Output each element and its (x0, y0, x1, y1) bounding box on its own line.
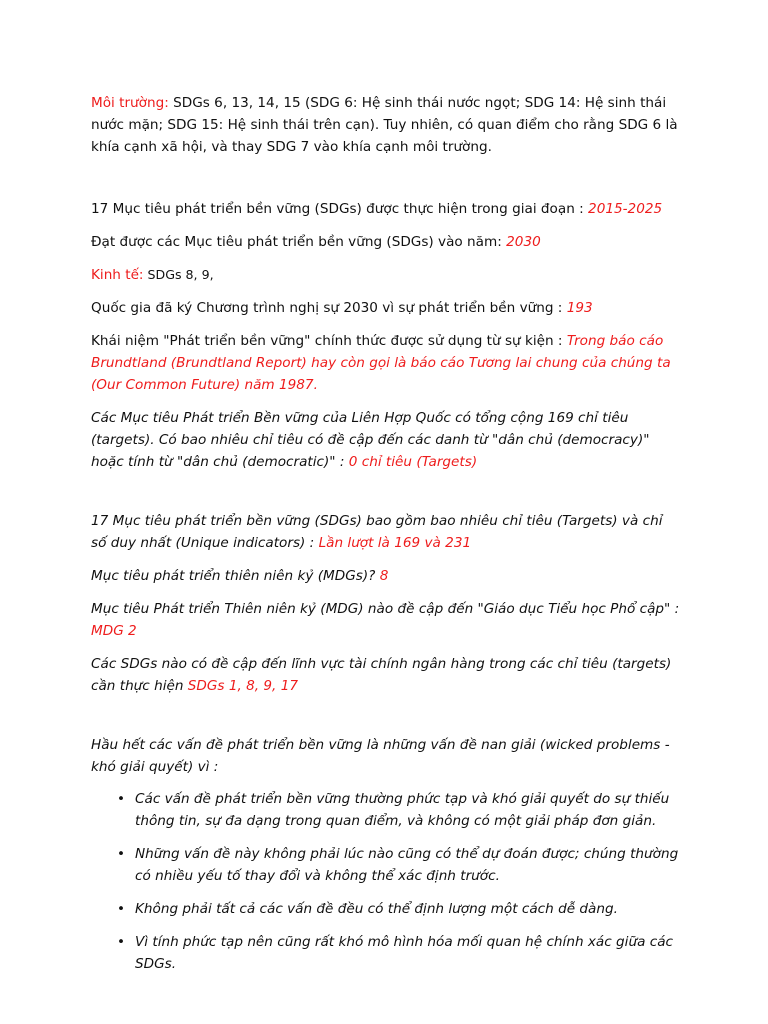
question-text: Các Mục tiêu Phát triển Bền vững của Liên Hợp Quốc có tổng cộng 169 chỉ tiêu (targets). Có bao nhiêu chỉ tiêu có đề cập đến các danh từ "dân chủ (democracy)" hoặc tính từ "dân chủ (democratic)" : (91, 410, 650, 470)
bullet-icon: • (117, 934, 126, 950)
list-item (117, 931, 681, 975)
paragraph-target-year (91, 231, 681, 253)
question-text: Mục tiêu Phát triển Thiên niên kỷ (MDG) nào đề cập đến "Giáo dục Tiểu học Phổ cập" : (91, 601, 680, 617)
paragraph-wicked-problems (91, 734, 681, 778)
question-text: Đạt được các Mục tiêu phát triển bền vững (SDGs) vào năm: (91, 234, 507, 250)
paragraph-implementation-period (91, 198, 681, 220)
paragraph-economy (91, 264, 681, 286)
question-text: 17 Mục tiêu phát triển bền vững (SDGs) được thực hiện trong giai đoạn : (91, 201, 589, 217)
answer-text: Lần lượt là 169 và 231 (318, 535, 472, 551)
label-environment: Môi trường: (91, 95, 169, 111)
paragraph-finance-sdgs (91, 653, 681, 697)
economy-text: SDGs 8, 9, (143, 267, 214, 282)
list-item-text: Vì tính phức tạp nên cũng rất khó mô hình hóa mối quan hệ chính xác giữa các SDGs. (135, 934, 674, 972)
document-page (91, 92, 681, 986)
question-text: Các SDGs nào có đề cập đến lĩnh vực tài chính ngân hàng trong các chỉ tiêu (targets) cần thực hiện (91, 656, 672, 694)
answer-text: 0 chỉ tiêu (Targets) (348, 454, 478, 470)
list-item (117, 788, 681, 832)
bullet-icon: • (117, 791, 126, 807)
list-item (117, 898, 681, 920)
paragraph-countries-signed (91, 297, 681, 319)
question-text: Hầu hết các vấn đề phát triển bền vững là những vấn đề nan giải (wicked problems - khó giải quyết) vì : (91, 737, 670, 775)
question-text: Khái niệm "Phát triển bền vững" chính thức được sử dụng từ sự kiện : (91, 333, 567, 349)
question-text: 17 Mục tiêu phát triển bền vững (SDGs) bao gồm bao nhiêu chỉ tiêu (Targets) và chỉ số duy nhất (Unique indicators) : (91, 513, 663, 551)
paragraph-mdgs-count (91, 565, 681, 587)
answer-text: SDGs 1, 8, 9, 17 (187, 678, 299, 694)
answer-text: 8 (379, 568, 389, 584)
list-item (117, 843, 681, 887)
question-text: Quốc gia đã ký Chương trình nghị sự 2030 vì sự phát triển bền vững : (91, 300, 567, 316)
environment-text: SDGs 6, 13, 14, 15 (SDG 6: Hệ sinh thái nước ngọt; SDG 14: Hệ sinh thái nước mặn; SDG 15: Hệ sinh thái trên cạn). Tuy nhiên, có quan điểm cho rằng SDG 6 là khía cạnh xã hội, và thay SDG 7 vào khía cạnh môi trường. (91, 95, 678, 155)
paragraph-environment (91, 92, 681, 158)
answer-text: Trong báo cáo Brundtland (Brundtland Report) hay còn gọi là báo cáo Tương lai chung của chúng ta (Our Common Future) năm 1987. (91, 333, 671, 393)
list-item-text: Các vấn đề phát triển bền vững thường phức tạp và khó giải quyết do sự thiếu thông tin, sự đa dạng trong quan điểm, và không có một giải pháp đơn giản. (135, 791, 670, 829)
answer-text: 193 (566, 300, 593, 316)
paragraph-concept-origin (91, 330, 681, 396)
question-text: Mục tiêu phát triển thiên niên kỷ (MDGs)? (91, 568, 380, 584)
paragraph-mdg-education (91, 598, 681, 642)
paragraph-targets-indicators (91, 510, 681, 554)
paragraph-democracy-targets (91, 407, 681, 473)
answer-text: MDG 2 (91, 623, 137, 639)
answer-text: 2030 (506, 234, 541, 250)
label-economy: Kinh tế: (91, 267, 144, 283)
bullet-icon: • (117, 846, 126, 862)
reasons-list (91, 788, 681, 975)
list-item-text: Không phải tất cả các vấn đề đều có thể định lượng một cách dễ dàng. (135, 901, 618, 917)
answer-text: 2015-2025 (588, 201, 663, 217)
bullet-icon: • (117, 901, 126, 917)
list-item-text: Những vấn đề này không phải lúc nào cũng có thể dự đoán được; chúng thường có nhiều yếu tố thay đổi và không thể xác định trước. (135, 846, 679, 884)
